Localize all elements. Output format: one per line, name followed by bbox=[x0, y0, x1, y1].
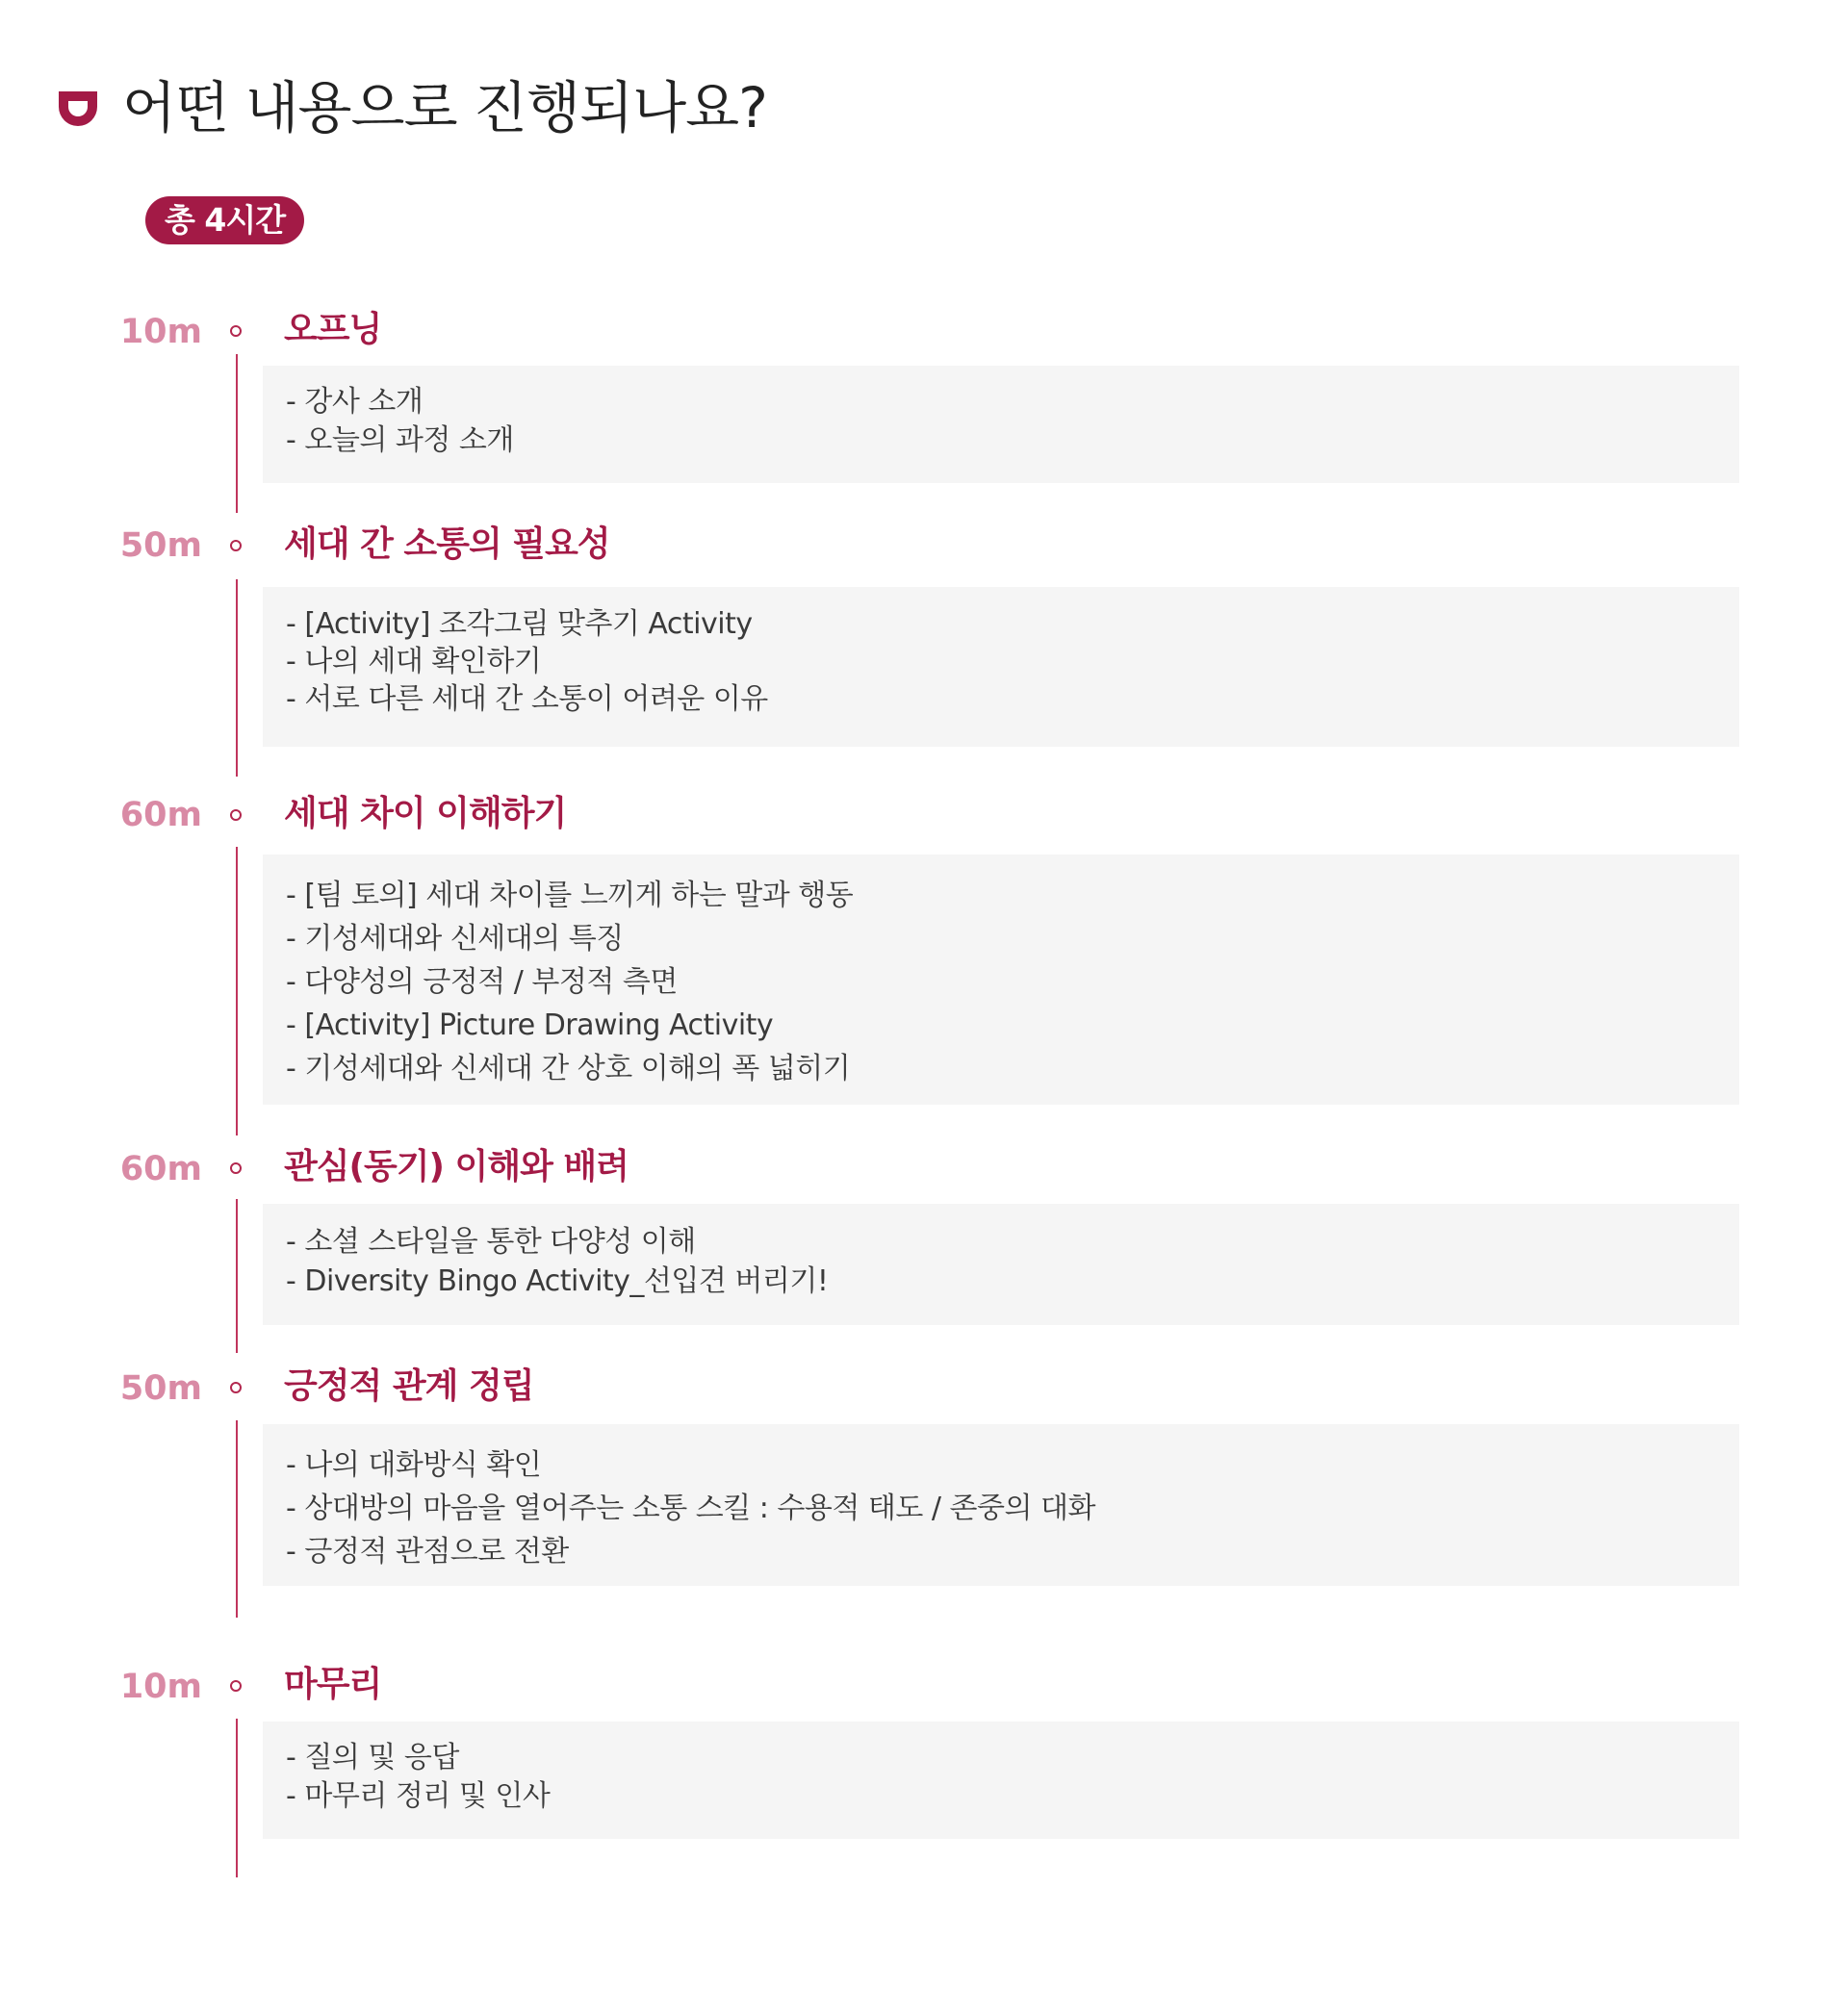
session-title: 관심(동기) 이해와 배려 bbox=[284, 1147, 629, 1186]
session-title: 마무리 bbox=[284, 1665, 382, 1704]
timeline-marker-icon bbox=[230, 325, 242, 337]
timeline-line bbox=[236, 579, 238, 777]
list-item: - 긍정적 관점으로 전환 bbox=[286, 1535, 569, 1569]
timeline-line bbox=[236, 1420, 238, 1618]
list-item: - [팀 토의] 세대 차이를 느끼게 하는 말과 행동 bbox=[286, 879, 854, 912]
timeline-marker-icon bbox=[230, 809, 242, 821]
list-item: - 질의 및 응답 bbox=[286, 1741, 459, 1774]
logo-icon bbox=[53, 84, 103, 134]
timeline-marker-icon bbox=[230, 1162, 242, 1174]
timeline-line bbox=[236, 847, 238, 1135]
session-title: 오프닝 bbox=[284, 310, 382, 349]
list-item: - 나의 세대 확인하기 bbox=[286, 645, 542, 678]
session-content-box bbox=[263, 855, 1739, 1105]
page-title: 어떤 내용으로 진행되나요? bbox=[122, 75, 767, 140]
list-item: - 기성세대와 신세대의 특징 bbox=[286, 922, 624, 956]
timeline-line bbox=[236, 354, 238, 513]
timeline-line bbox=[236, 1199, 238, 1353]
list-item: - 오늘의 과정 소개 bbox=[286, 423, 514, 457]
list-item: - [Activity] 조각그림 맞추기 Activity bbox=[286, 607, 753, 641]
session-duration: 10m bbox=[119, 313, 202, 351]
session-title: 세대 차이 이해하기 bbox=[284, 794, 567, 833]
session-content-box bbox=[263, 587, 1739, 747]
list-item: - 기성세대와 신세대 간 상호 이해의 폭 넓히기 bbox=[286, 1052, 851, 1085]
timeline-line bbox=[236, 1719, 238, 1877]
session-content-box bbox=[263, 366, 1739, 483]
timeline-marker-icon bbox=[230, 1382, 242, 1393]
session-duration: 60m bbox=[119, 796, 202, 834]
list-item: - 상대방의 마음을 열어주는 소통 스킬 : 수용적 태도 / 존중의 대화 bbox=[286, 1492, 1095, 1525]
list-item: - 강사 소개 bbox=[286, 385, 424, 419]
timeline-marker-icon bbox=[230, 1680, 242, 1692]
session-duration: 50m bbox=[119, 526, 202, 565]
timeline-marker-icon bbox=[230, 540, 242, 551]
list-item: - 마무리 정리 및 인사 bbox=[286, 1779, 551, 1813]
list-item: - 다양성의 긍정적 / 부정적 측면 bbox=[286, 965, 678, 999]
session-content-box bbox=[263, 1424, 1739, 1586]
session-title: 긍정적 관계 정립 bbox=[284, 1366, 534, 1406]
list-item: - Diversity Bingo Activity_선입견 버리기! bbox=[286, 1264, 829, 1298]
session-content-box bbox=[263, 1722, 1739, 1839]
session-duration: 50m bbox=[119, 1369, 202, 1408]
total-time-badge: 총 4시간 bbox=[145, 196, 304, 244]
list-item: - 소셜 스타일을 통한 다양성 이해 bbox=[286, 1225, 696, 1259]
session-duration: 10m bbox=[119, 1668, 202, 1706]
session-content-box bbox=[263, 1204, 1739, 1325]
session-title: 세대 간 소통의 필요성 bbox=[284, 524, 610, 564]
list-item: - 서로 다른 세대 간 소통이 어려운 이유 bbox=[286, 682, 768, 716]
session-duration: 60m bbox=[119, 1150, 202, 1188]
list-item: - 나의 대화방식 확인 bbox=[286, 1448, 542, 1482]
list-item: - [Activity] Picture Drawing Activity bbox=[286, 1008, 774, 1042]
